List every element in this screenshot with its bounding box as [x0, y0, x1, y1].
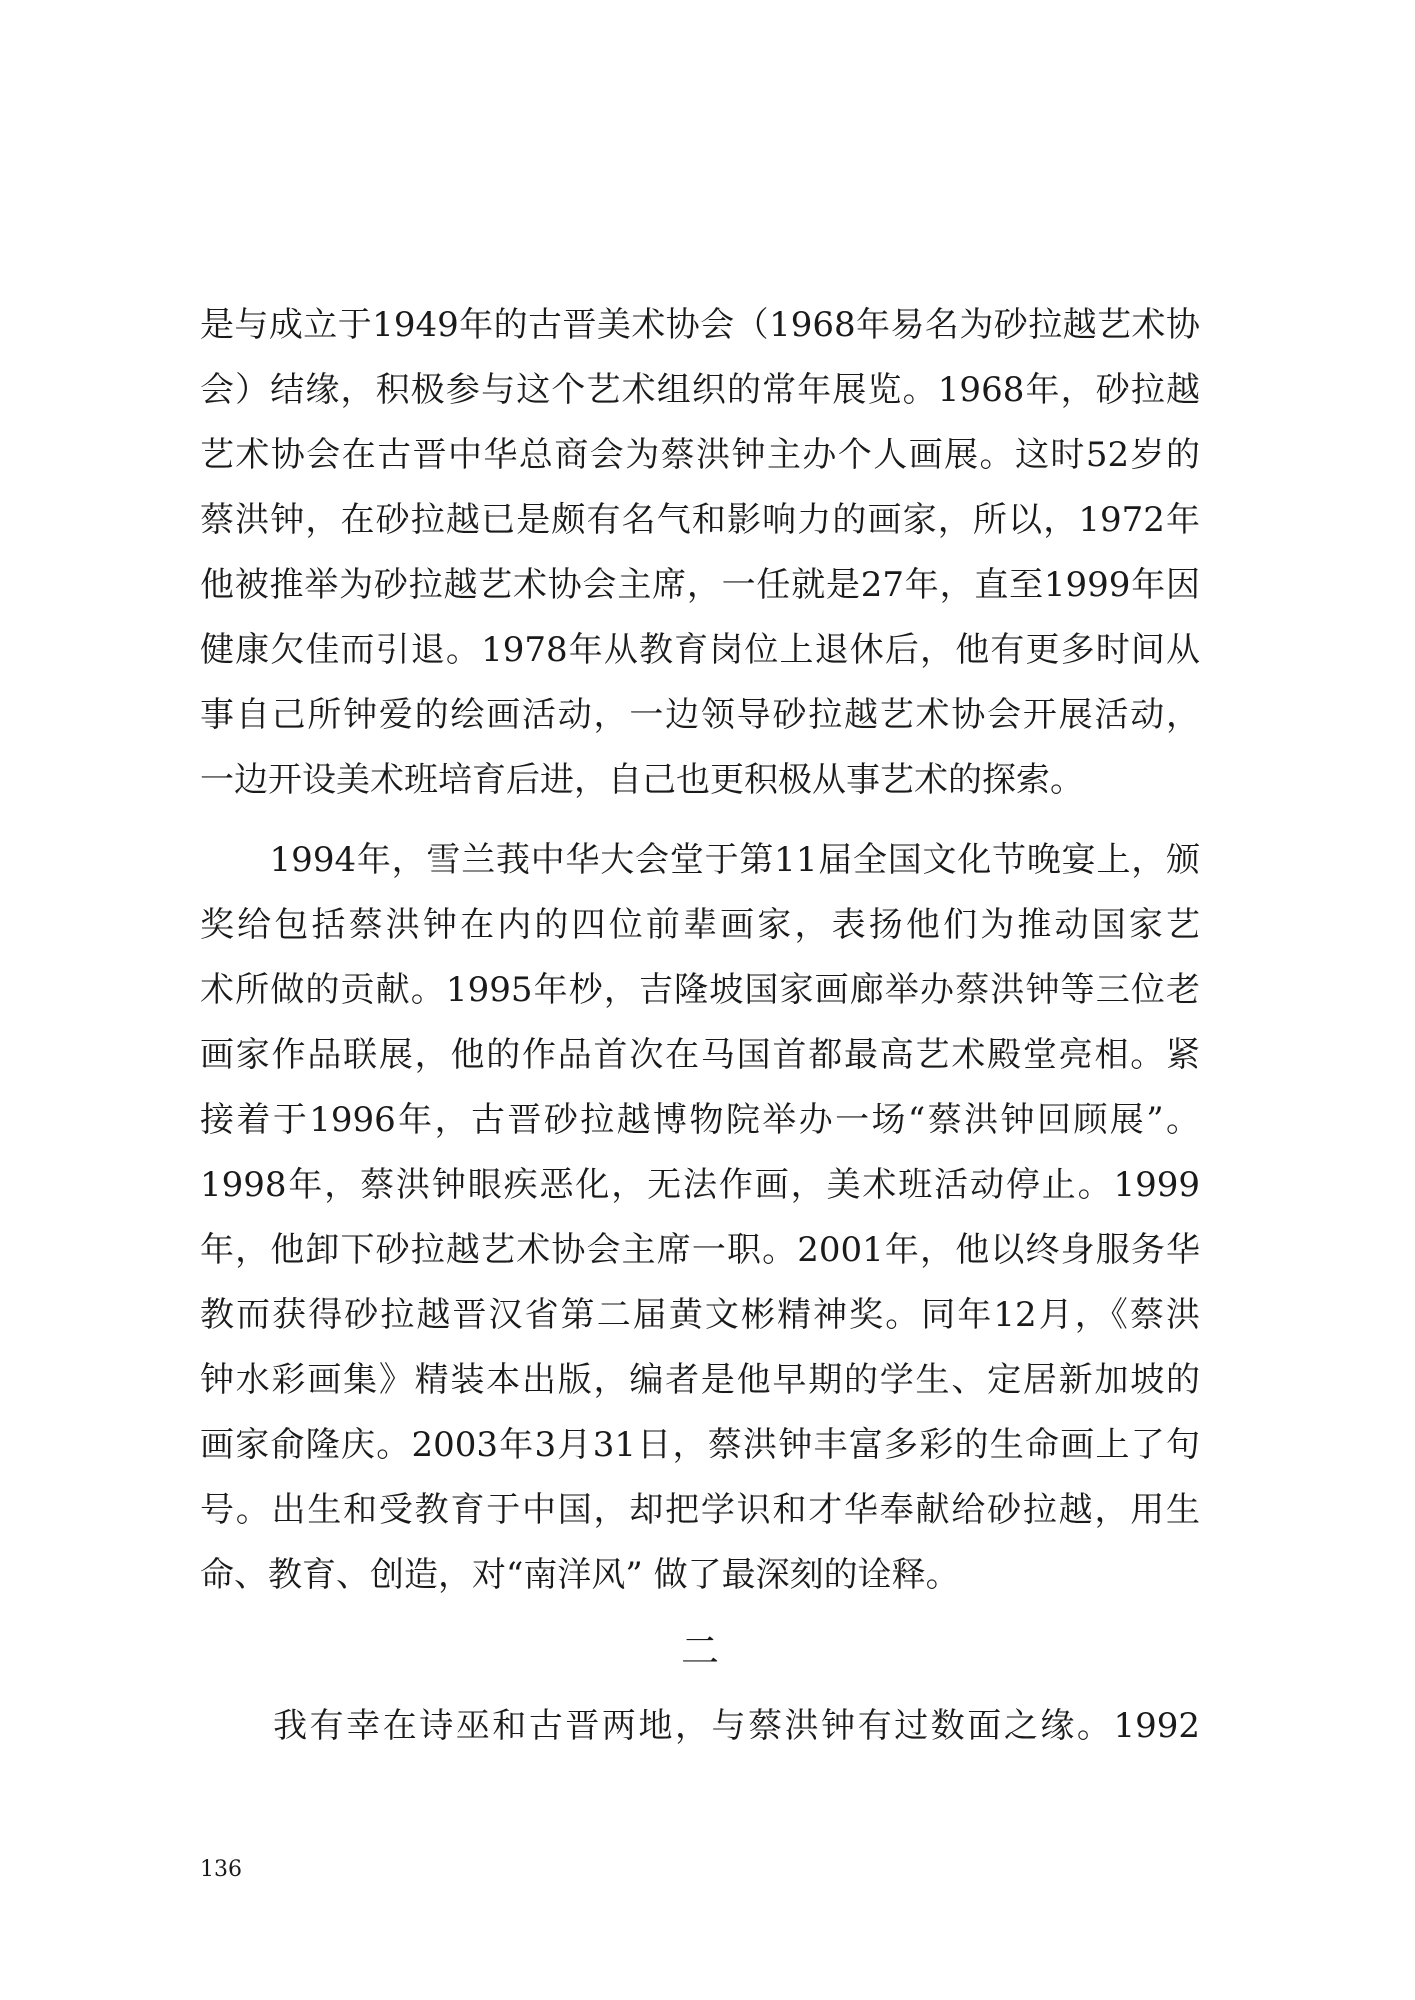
text-line: 我有幸在诗巫和古晋两地，与蔡洪钟有过数面之缘。1992	[200, 1706, 1200, 1746]
text-line: 钟水彩画集》精装本出版，编者是他早期的学生、定居新加坡的	[200, 1360, 1200, 1400]
body-text	[200, 293, 1200, 1759]
text-line: 接着于1996年，古晋砂拉越博物院举办一场“蔡洪钟回顾展”。	[200, 1100, 1200, 1140]
text-line: 健康欠佳而引退。1978年从教育岗位上退休后，他有更多时间从	[200, 630, 1200, 670]
text-line: 号。出生和受教育于中国，却把学识和才华奉献给砂拉越，用生	[200, 1490, 1200, 1530]
text-line: 是与成立于1949年的古晋美术协会（1968年易名为砂拉越艺术协	[200, 305, 1200, 345]
text-line: 蔡洪钟，在砂拉越已是颇有名气和影响力的画家，所以，1972年	[200, 500, 1200, 540]
text-line: 画家俞隆庆。2003年3月31日，蔡洪钟丰富多彩的生命画上了句	[200, 1425, 1200, 1465]
text-line: 术所做的贡献。1995年杪，吉隆坡国家画廊举办蔡洪钟等三位老	[200, 970, 1200, 1010]
text-line: 1998年，蔡洪钟眼疾恶化，无法作画，美术班活动停止。1999	[200, 1165, 1200, 1205]
page-number: 136	[200, 1857, 242, 1882]
text-line: 他被推举为砂拉越艺术协会主席，一任就是27年，直至1999年因	[200, 565, 1200, 605]
paragraph-2	[200, 828, 1200, 1608]
text-line: 年，他卸下砂拉越艺术协会主席一职。2001年，他以终身服务华	[200, 1230, 1200, 1270]
section-heading: 二	[680, 1629, 719, 1673]
text-line: 画家作品联展，他的作品首次在马国首都最高艺术殿堂亮相。紧	[200, 1035, 1200, 1075]
text-line: 一边开设美术班培育后进，自己也更积极从事艺术的探索。	[200, 760, 1084, 800]
text-line: 事自己所钟爱的绘画活动，一边领导砂拉越艺术协会开展活动，	[200, 695, 1200, 735]
text-line: 奖给包括蔡洪钟在内的四位前辈画家，表扬他们为推动国家艺	[200, 905, 1200, 945]
text-line: 艺术协会在古晋中华总商会为蔡洪钟主办个人画展。这时52岁的	[200, 435, 1200, 475]
paragraph-3	[200, 1694, 1200, 1759]
paragraph-1	[200, 293, 1200, 813]
text-line: 1994年，雪兰莪中华大会堂于第11届全国文化节晚宴上，颁	[200, 840, 1200, 880]
text-line: 教而获得砂拉越晋汉省第二届黄文彬精神奖。同年12月，《蔡洪	[200, 1295, 1200, 1335]
paragraph-spacer	[200, 813, 1200, 828]
text-line: 命、教育、创造，对“南洋风” 做了最深刻的诠释。	[200, 1555, 960, 1595]
text-line: 会）结缘，积极参与这个艺术组织的常年展览。1968年，砂拉越	[200, 370, 1200, 410]
